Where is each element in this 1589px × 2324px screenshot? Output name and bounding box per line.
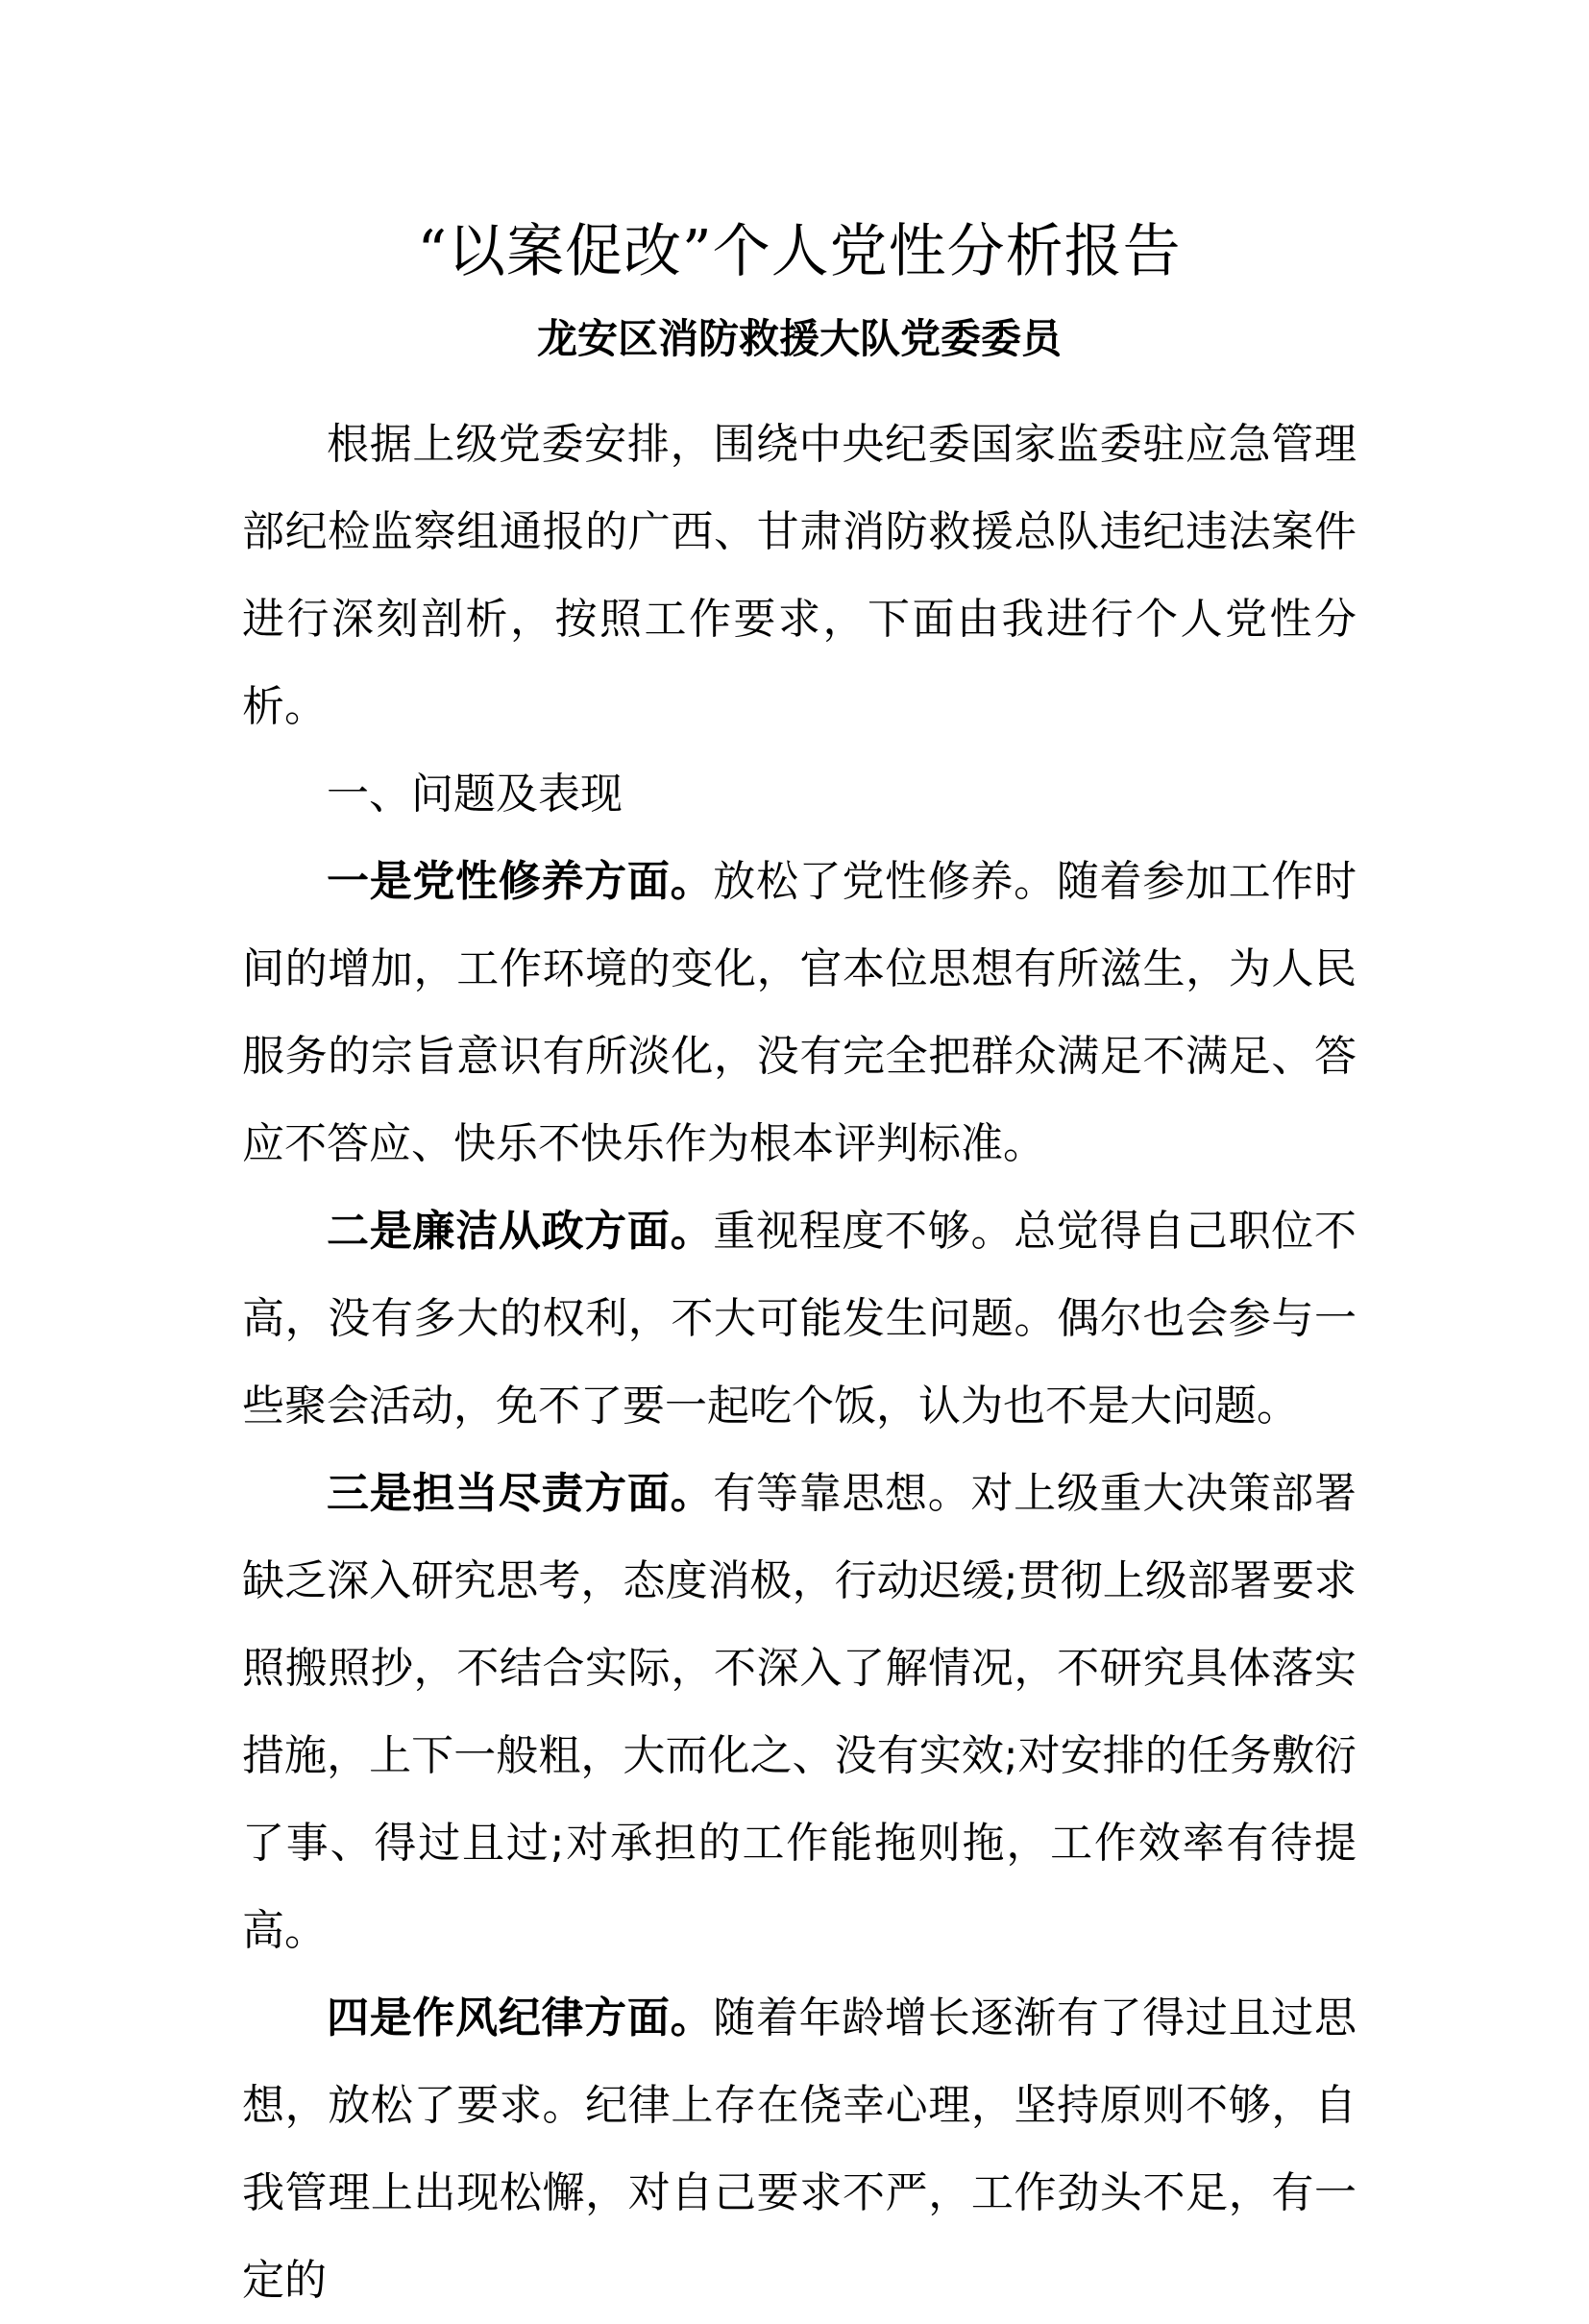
paragraph-party-spirit	[242, 838, 1357, 1187]
paragraph-lead: 二是廉洁从政方面。	[327, 1207, 714, 1256]
paragraph-lead: 一是党性修养方面。	[327, 857, 714, 906]
document-body	[242, 401, 1357, 2324]
paragraph-text: 有等靠思想。对上级重大决策部署缺乏深入研究思考，态度消极，行动迟缓;贯彻上级部署要求照搬照抄，不结合实际，不深入了解情况，不研究具体落实措施，上下一般粗，大而化之、没有实效;对安排的任务敷衍了事、得过且过;对承担的工作能拖则拖，工作效率有待提高。	[242, 1469, 1357, 1955]
paragraph-text: 随着年龄增长逐渐有了得过且过思想，放松了要求。纪律上存在侥幸心理，坚持原则不够，自我管理上出现松懈，对自己要求不严，工作劲头不足，有一定的	[242, 1994, 1357, 2305]
paragraph-text: 重视程度不够。总觉得自己职位不高，没有多大的权利，不大可能发生问题。偶尔也会参与一些聚会活动，免不了要一起吃个饭，认为也不是大问题。	[242, 1207, 1357, 1431]
paragraph-lead: 三是担当尽责方面。	[327, 1469, 714, 1518]
paragraph-integrity	[242, 1187, 1357, 1450]
paragraph-lead: 四是作风纪律方面。	[327, 1994, 714, 2043]
document-author: 龙安区消防救援大队党委委员	[536, 315, 1062, 362]
document-title: “以案促改”个人党性分析报告	[417, 218, 1182, 285]
paragraph-intro	[242, 401, 1357, 750]
paragraph-text: 放松了党性修养。随着参加工作时间的增加，工作环境的变化，官本位思想有所滋生，为人民服务的宗旨意识有所淡化，没有完全把群众满足不满足、答应不答应、快乐不快乐作为根本评判标准。	[242, 857, 1357, 1168]
section-heading-text: 一、问题及表现	[327, 770, 623, 819]
paragraph-discipline	[242, 1974, 1357, 2324]
paragraph-responsibility	[242, 1450, 1357, 1974]
paragraph-text: 根据上级党委安排，围绕中央纪委国家监委驻应急管理部纪检监察组通报的广西、甘肃消防救援总队违纪违法案件进行深刻剖析，按照工作要求，下面由我进行个人党性分析。	[242, 420, 1357, 731]
section-heading	[242, 750, 1357, 838]
